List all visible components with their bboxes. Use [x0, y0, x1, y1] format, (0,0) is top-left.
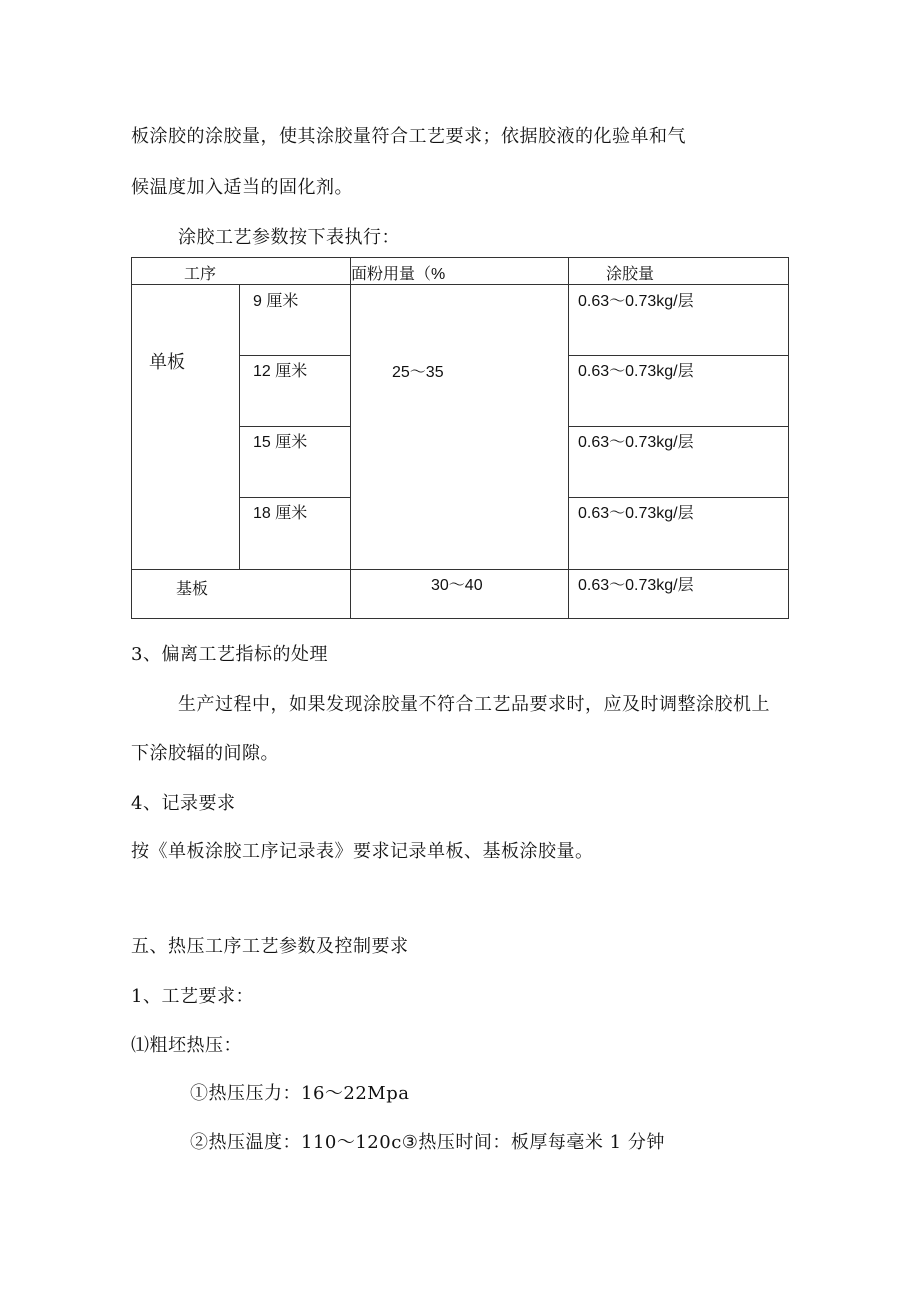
- header-process: [132, 258, 351, 285]
- chapter-heading: 五、热压工序工艺参数及控制要求: [131, 936, 409, 957]
- glue-cell: [569, 356, 789, 427]
- table-row: [132, 285, 789, 356]
- table-intro: 涂胶工艺参数按下表执行：: [178, 227, 400, 248]
- thickness-cell: [240, 427, 351, 498]
- section-heading: 3、偏离工艺指标的处理: [131, 644, 328, 665]
- glue-parameter-table: [131, 257, 789, 619]
- base-label: 基板: [176, 581, 209, 598]
- thickness-value: 15 厘米: [253, 434, 308, 451]
- thickness-value: 9 厘米: [253, 293, 299, 310]
- paragraph-line: 按《单板涂胶工序记录表》要求记录单板、基板涂胶量。: [131, 841, 594, 862]
- table-row: [132, 570, 789, 619]
- base-glue-value: 0.63～0.73kg/层: [578, 577, 694, 594]
- veneer-cell: [132, 285, 240, 570]
- thickness-cell: [240, 285, 351, 356]
- base-glue-cell: [569, 570, 789, 619]
- thickness-cell: [240, 356, 351, 427]
- header-process-label: 工序: [184, 266, 217, 283]
- glue-value: 0.63～0.73kg/层: [578, 505, 694, 522]
- veneer-flour-value: 25～35: [392, 364, 444, 381]
- subsection-heading: ⑴粗坯热压：: [131, 1035, 242, 1056]
- thickness-value: 12 厘米: [253, 363, 308, 380]
- header-flour: [351, 258, 569, 285]
- base-flour-value: 30～40: [431, 577, 483, 594]
- glue-value: 0.63～0.73kg/层: [578, 293, 694, 310]
- header-glue: [569, 258, 789, 285]
- veneer-flour-cell: [351, 285, 569, 570]
- paragraph-line: 下涂胶辐的间隙。: [131, 743, 279, 764]
- glue-cell: [569, 427, 789, 498]
- veneer-label: 单板: [149, 352, 185, 372]
- header-flour-label: 面粉用量（%: [351, 266, 446, 283]
- glue-cell: [569, 498, 789, 570]
- table-header-row: [132, 258, 789, 285]
- base-flour-cell: [351, 570, 569, 619]
- paragraph-line: 候温度加入适当的固化剂。: [131, 177, 353, 198]
- glue-cell: [569, 285, 789, 356]
- list-item: ②热压温度：110～120c③热压时间：板厚每毫米 1 分钟: [190, 1132, 665, 1153]
- list-item: ①热压压力：16～22Mpa: [190, 1083, 410, 1104]
- header-glue-label: 涂胶量: [606, 266, 655, 283]
- glue-value: 0.63～0.73kg/层: [578, 434, 694, 451]
- thickness-cell: [240, 498, 351, 570]
- paragraph-line: 板涂胶的涂胶量，使其涂胶量符合工艺要求；依据胶液的化验单和气: [131, 126, 686, 147]
- paragraph-line: 生产过程中，如果发现涂胶量不符合工艺品要求时，应及时调整涂胶机上: [178, 694, 770, 715]
- glue-value: 0.63～0.73kg/层: [578, 363, 694, 380]
- subsection-heading: 1、工艺要求：: [131, 986, 254, 1007]
- thickness-value: 18 厘米: [253, 505, 308, 522]
- base-cell: [132, 570, 351, 619]
- section-heading: 4、记录要求: [131, 793, 236, 814]
